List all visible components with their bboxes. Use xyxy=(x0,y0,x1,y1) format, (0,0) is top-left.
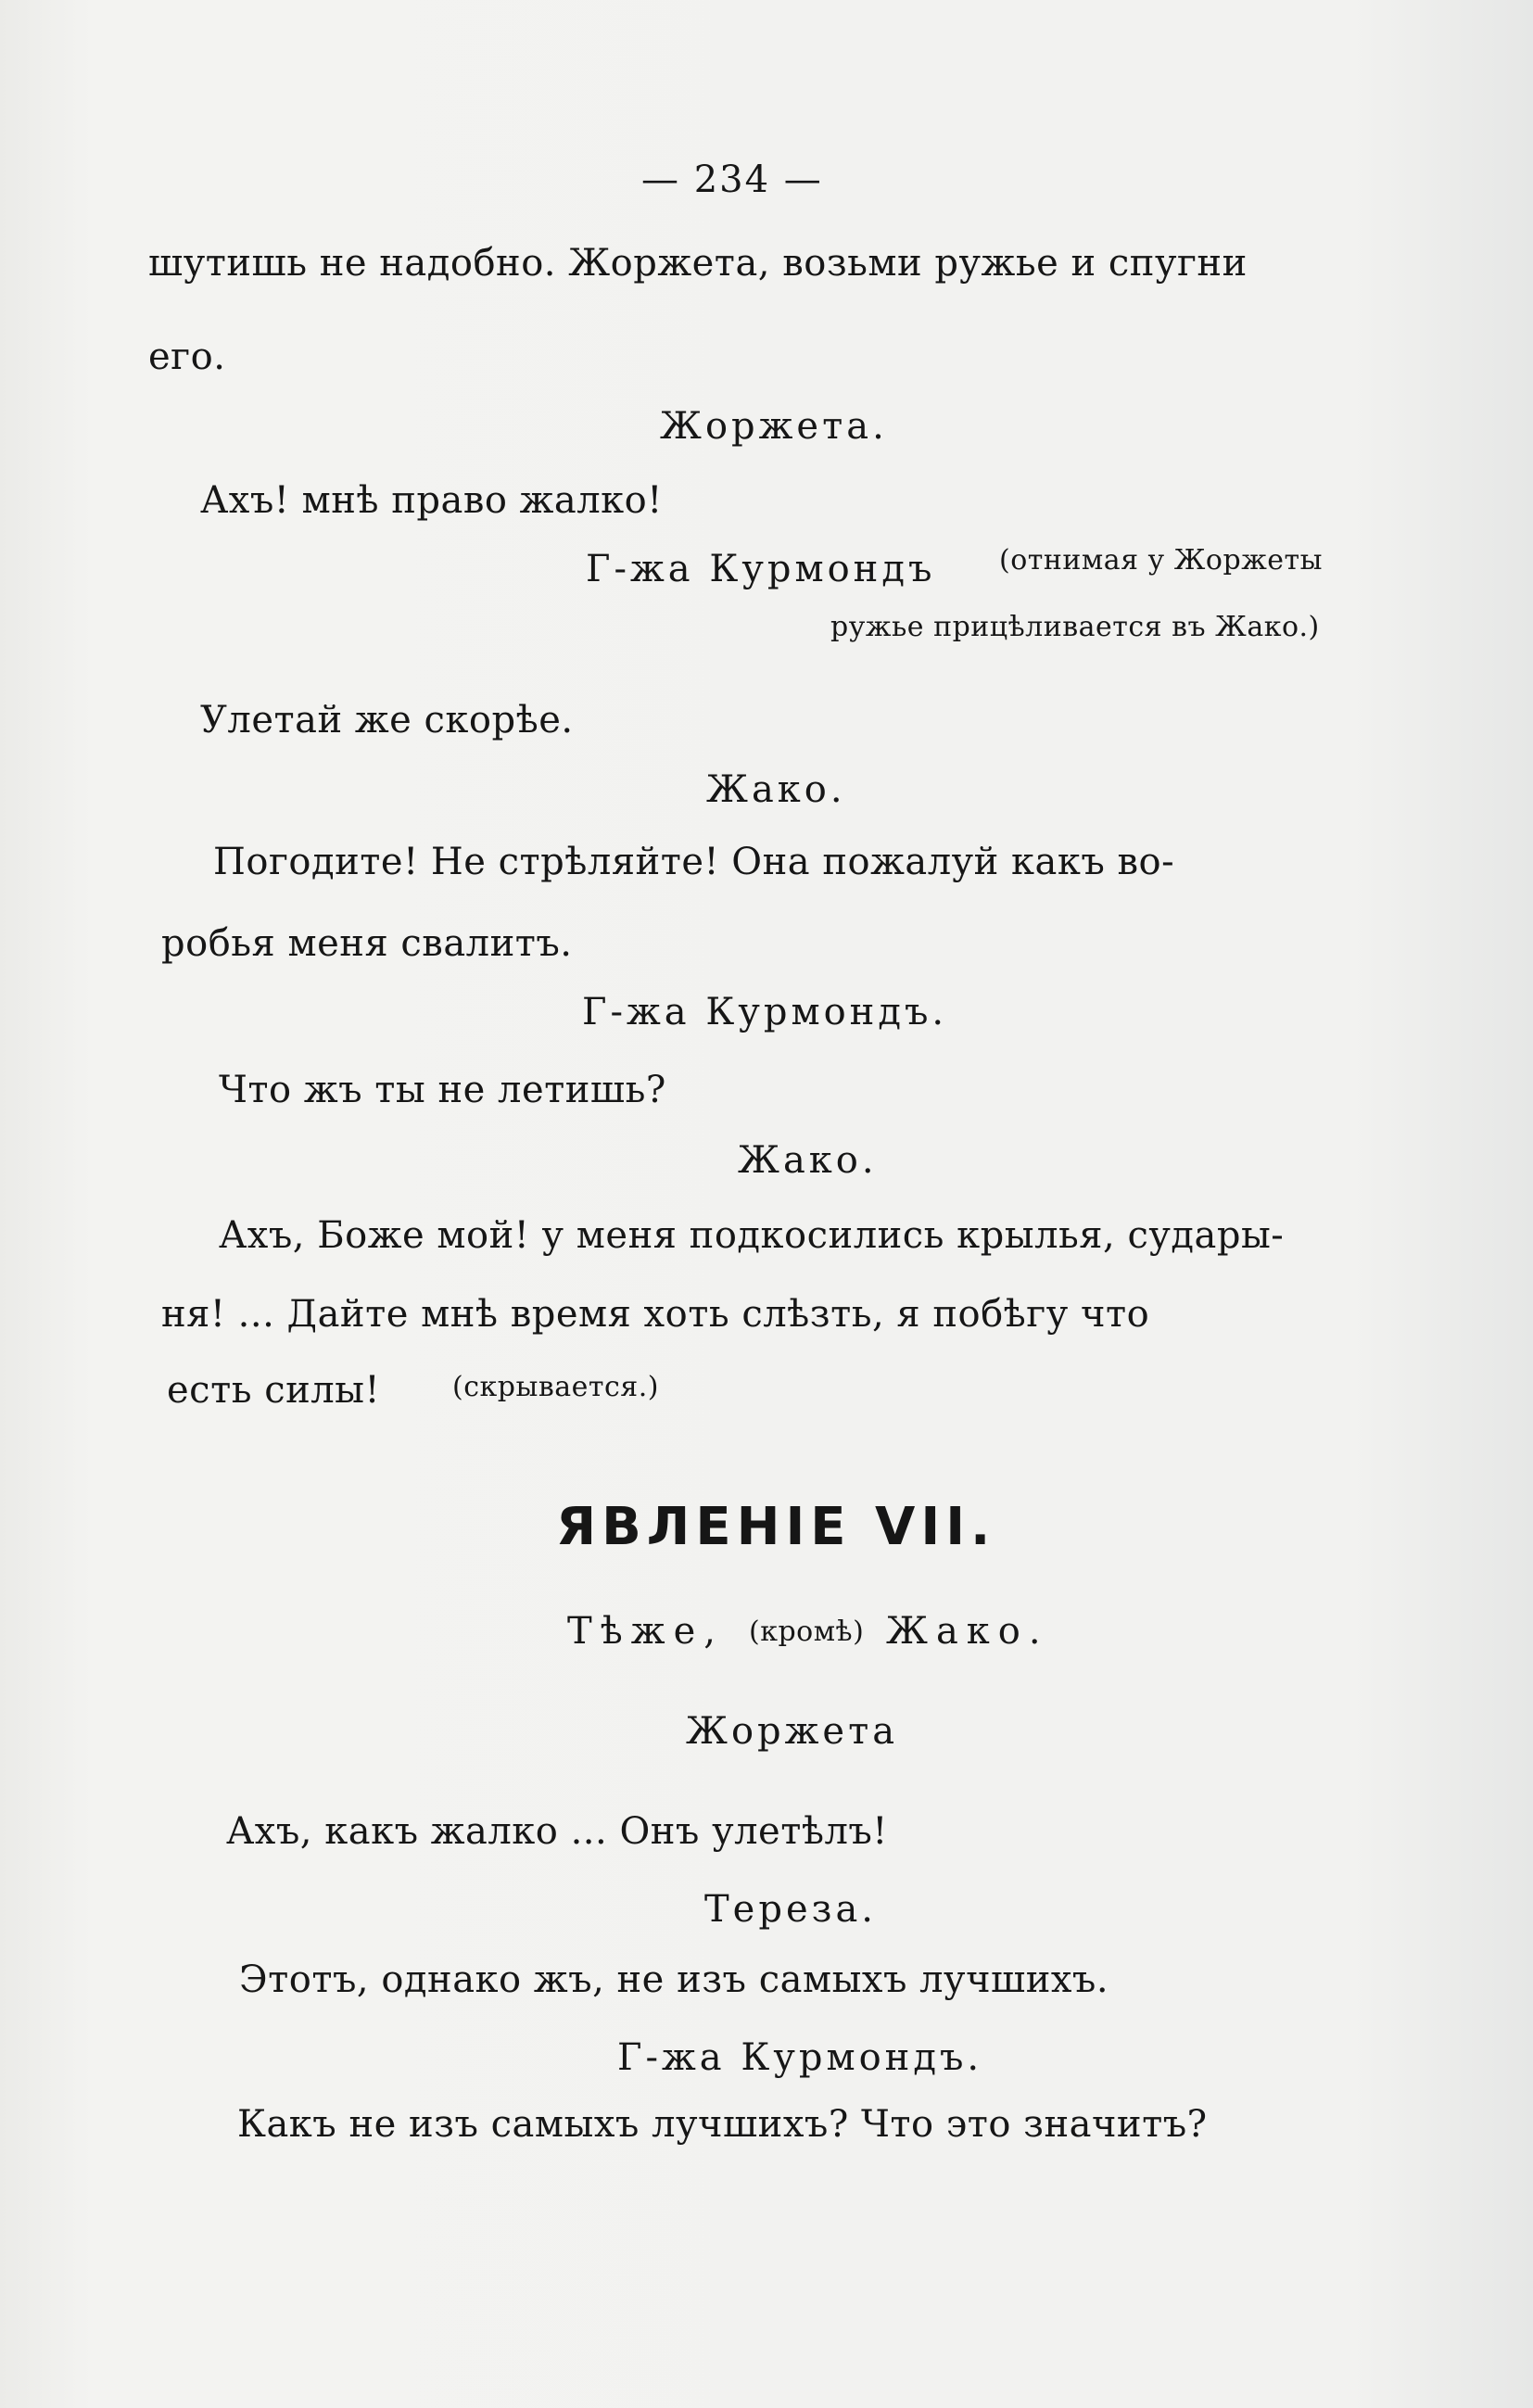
text-line: Улетай же скорѣе. xyxy=(200,699,574,741)
cast-line: Тѣже, xyxy=(567,1610,724,1653)
speaker-name: Жако. xyxy=(706,768,846,811)
text-line: Ахъ! мнѣ право жалко! xyxy=(200,479,663,522)
text-line: Ахъ, какъ жалко ... Онъ улетѣлъ! xyxy=(226,1810,888,1853)
speaker-name: Жоржета. xyxy=(660,405,888,448)
speaker-name: Г-жа Курмондъ. xyxy=(617,2036,983,2079)
cast-line: Жако. xyxy=(886,1610,1049,1653)
speaker-name: Жоржета xyxy=(686,1710,899,1753)
text-line: Что жъ ты не летишь? xyxy=(219,1069,666,1111)
text-line: ня! ... Дайте мнѣ время хоть слѣзть, я побѣгу что xyxy=(161,1293,1150,1336)
text-line: его. xyxy=(148,336,226,378)
speaker-name: Г-жа Курмондъ xyxy=(586,548,936,590)
text-line: робья меня свалитъ. xyxy=(161,922,573,965)
speaker-name: Тереза. xyxy=(704,1888,878,1931)
page-number: — 234 — xyxy=(641,158,823,201)
stage-direction: (скрывается.) xyxy=(452,1371,659,1403)
text-line: Погодите! Не стрѣляйте! Она пожалуй какъ во- xyxy=(213,841,1175,883)
text-line: Ахъ, Боже мой! у меня подкосились крылья, судары- xyxy=(219,1214,1285,1257)
speaker-name: Жако. xyxy=(738,1139,878,1182)
text-line: Какъ не изъ самыхъ лучшихъ? Что это значитъ? xyxy=(237,2103,1208,2146)
stage-direction: (отнимая у Жоржеты xyxy=(999,544,1324,577)
stage-direction: ружье прицѣливается въ Жако.) xyxy=(830,611,1320,643)
stage-direction: (кромѣ) xyxy=(749,1616,865,1648)
text-line: есть силы! xyxy=(167,1369,381,1412)
text-line: шутишь не надобно. Жоржета, возьми ружье и спугни xyxy=(148,242,1248,285)
text-line: Этотъ, однако жъ, не изъ самыхъ лучшихъ. xyxy=(239,1958,1109,2001)
speaker-name: Г-жа Курмондъ. xyxy=(582,991,948,1033)
scene-heading: ЯВЛЕНІЕ VII. xyxy=(556,1497,996,1557)
